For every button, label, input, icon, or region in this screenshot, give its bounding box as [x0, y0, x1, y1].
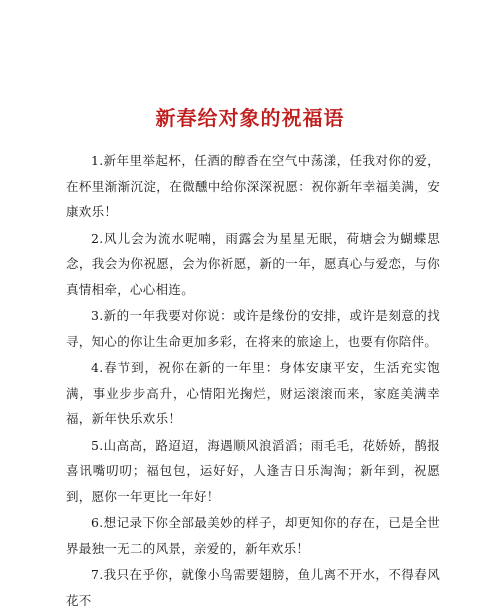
- document-title: 新春给对象的祝福语: [155, 106, 345, 130]
- paragraph-5: 5.山高高，路迢迢，海遇顺风浪滔滔；雨毛毛，花娇娇，鹊报喜讯嘴叨叨；福包包，运好好，人逢吉日乐淘淘；新年到，祝愿到，愿你一年更比一年好！: [66, 437, 440, 504]
- paragraph-3: 3.新的一年我要对你说：或许是缘份的安排，或许是刻意的找寻，知心的你让生命更加多彩，在将来的旅途上，也要有你陪伴。: [66, 308, 440, 349]
- document-body: [66, 148, 440, 614]
- paragraph-2: 2.风儿会为流水呢喃，雨露会为星星无眠，荷塘会为蝴蝶思念，我会为你祝愿，会为你祈愿，新的一年，愿真心与爱恋，与你真情相牵，心心相连。: [66, 230, 440, 297]
- paragraph-4: 4.春节到，祝你在新的一年里：身体安康平安，生活充实饱满，事业步步高升，心情阳光掬烂，财运滚滚而来，家庭美满幸福，新年快乐欢乐！: [66, 360, 440, 426]
- paragraph-1: 1.新年里举起杯，任酒的醇香在空气中荡漾，任我对你的爱，在杯里渐渐沉淀，在微醺中给你深深祝愿：祝你新年幸福美满，安康欢乐！: [66, 153, 440, 219]
- paragraph-7: 7.我只在乎你，就像小鸟需要翅膀，鱼儿离不开水，不得春风花不: [66, 567, 440, 608]
- paragraph-6: 6.想记录下你全部最美妙的样子，却更知你的存在，已是全世界最独一无二的风景，亲爱的，新年欢乐！: [66, 515, 440, 556]
